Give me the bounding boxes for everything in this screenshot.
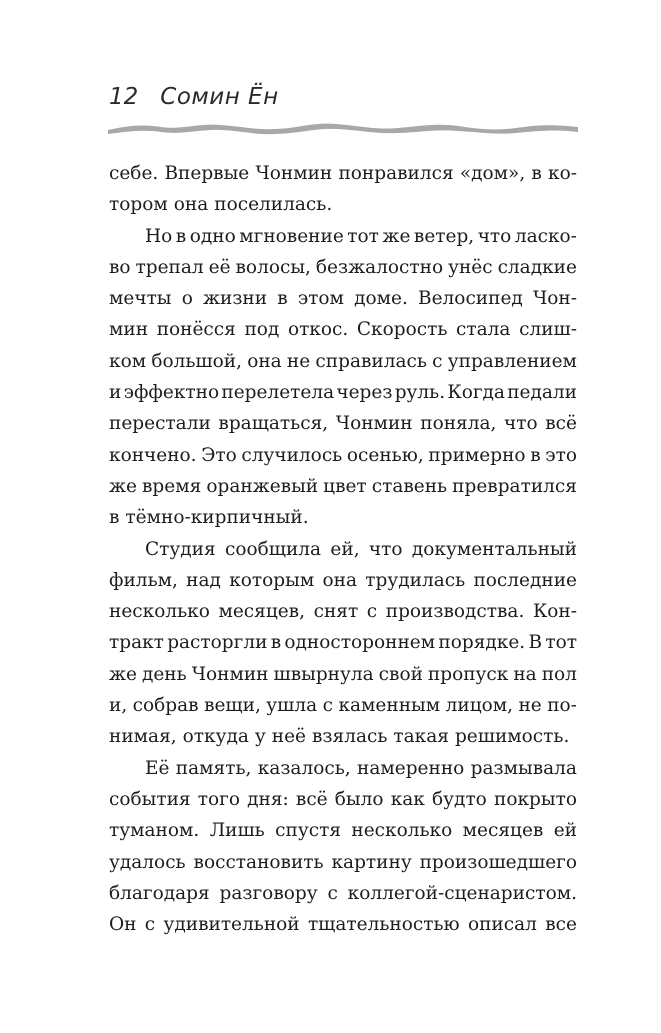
body-text xyxy=(109,158,577,940)
decorative-wave-divider xyxy=(106,118,580,140)
text-line: удалось восстановить картину произошедшего xyxy=(109,851,577,873)
text-line: Её память, казалось, намеренно размывала xyxy=(145,757,577,779)
text-line: мин понёсся под откос. Скорость стала слиш- xyxy=(109,319,577,341)
text-line: Но в одно мгновение тот же ветер, что ласко- xyxy=(145,225,577,247)
text-line: Студия сообщила ей, что документальный xyxy=(145,538,577,560)
paragraph xyxy=(109,221,577,534)
text-line: Он с удивительной тщательностью описал все xyxy=(109,914,577,936)
text-line: события того дня: всё было как будто покрыто xyxy=(109,788,577,810)
text-line: тракт расторгли в одностороннем порядке. В тот xyxy=(109,632,577,654)
text-line: нимая, откуда у неё взялась такая решимость. xyxy=(109,726,570,748)
paragraph xyxy=(109,158,577,221)
text-line: и эффектно перелетела через руль. Когда педали xyxy=(109,382,577,404)
text-line: во трепал её волосы, безжалостно унёс сладкие xyxy=(109,256,577,278)
page-number: 12 xyxy=(109,84,139,110)
text-line: же время оранжевый цвет ставень превратился xyxy=(109,475,577,497)
text-line: ком большой, она не справилась с управлением xyxy=(109,350,577,372)
text-line: несколько месяцев, снят с производства. Кон- xyxy=(109,601,577,623)
text-line: кончено. Это случилось осенью, примерно в это xyxy=(109,444,577,466)
text-line: перестали вращаться, Чонмин поняла, что всё xyxy=(109,413,577,435)
author-name: Сомин Ён xyxy=(160,84,279,110)
text-line: мечты о жизни в этом доме. Велосипед Чон- xyxy=(109,288,577,310)
text-line: в тёмно-кирпичный. xyxy=(109,507,309,529)
text-line: фильм, над которым она трудилась последние xyxy=(109,569,577,591)
text-line: же день Чонмин швырнула свой пропуск на пол xyxy=(109,663,577,685)
text-line: благодаря разговору с коллегой-сценаристом. xyxy=(109,882,577,904)
text-line: себе. Впервые Чонмин понравился «дом», в ко- xyxy=(109,163,577,184)
text-line: тором она поселилась. xyxy=(109,194,333,216)
paragraph xyxy=(109,753,577,941)
text-line: туманом. Лишь спустя несколько месяцев ей xyxy=(109,820,577,842)
text-line: и, собрав вещи, ушла с каменным лицом, не по- xyxy=(109,695,577,717)
paragraph xyxy=(109,534,577,753)
